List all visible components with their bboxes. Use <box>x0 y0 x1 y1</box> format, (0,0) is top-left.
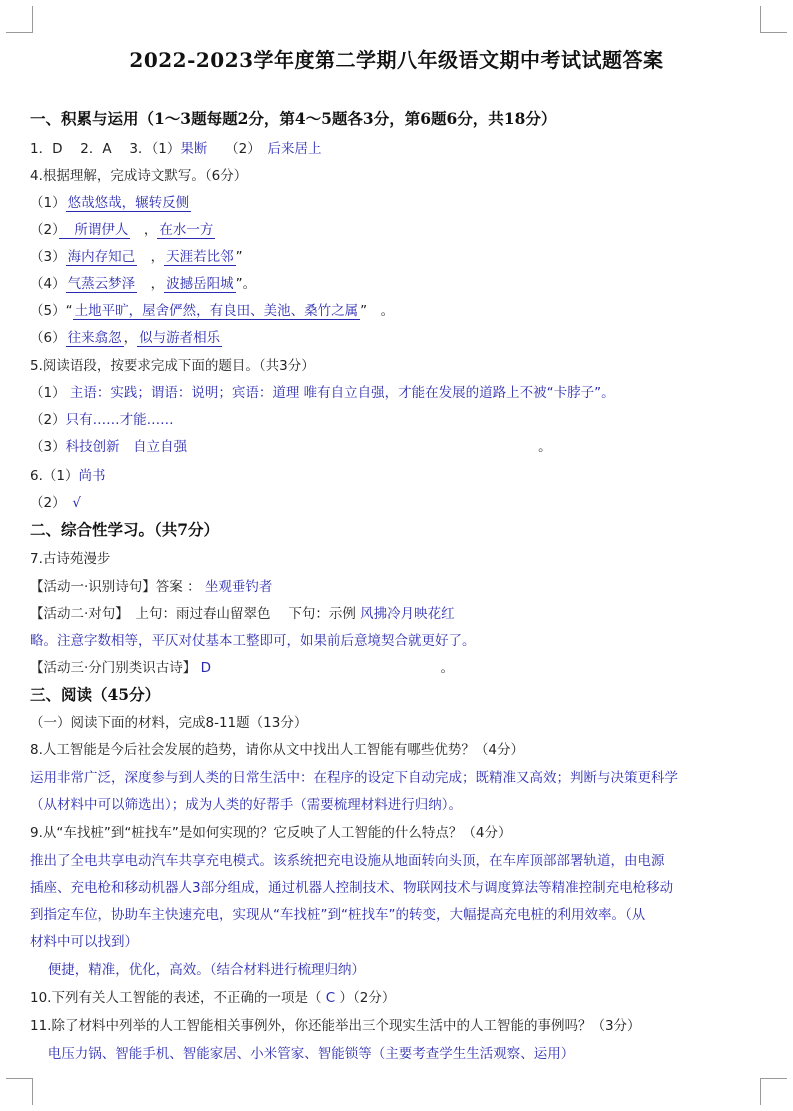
answer-text: 天涯若比邻 <box>166 249 234 265</box>
crop-mark-top-left <box>6 6 33 33</box>
question-text: （5）“ <box>30 303 73 319</box>
answer-line <box>30 906 771 924</box>
question-text: 9.从“车找桩”到“桩找车”是如何实现的？它反映了人工智能的什么特点？（4分） <box>30 825 512 841</box>
answer-text: 气蒸云梦泽 <box>67 276 136 292</box>
question-text: 6.（1） <box>30 468 79 484</box>
question-text: ”。 <box>235 276 257 292</box>
answer-text: 果断 <box>180 141 208 157</box>
crop-mark-bottom-right <box>760 1078 787 1105</box>
question-text: 4.根据理解，完成诗文默写。（6分） <box>30 168 248 184</box>
answer-line <box>30 605 771 623</box>
crop-mark-top-right <box>760 6 787 33</box>
answer-line <box>30 632 771 650</box>
answer-text: 只有……才能…… <box>65 412 174 428</box>
answer-text: 便捷，精准，优化，高效。（结合材料进行梳理归纳） <box>30 962 366 978</box>
question-text: 5.阅读语段，按要求完成下面的题目。（共3分） <box>30 358 315 374</box>
question-text: 三、阅读（45分） <box>30 685 161 704</box>
question-text: （2） <box>30 412 66 428</box>
question-text: ， <box>130 222 158 238</box>
answer-line <box>30 824 771 842</box>
answer-line <box>30 302 771 320</box>
answer-text: 海内存知己 <box>67 249 136 265</box>
answer-text: 波撼岳阳城 <box>166 276 234 292</box>
answer-text: 往来翕忽 <box>67 330 122 346</box>
question-text: ， <box>137 276 165 292</box>
answer-line <box>30 989 771 1007</box>
question-text: （2） <box>30 495 73 511</box>
answer-line <box>30 248 771 266</box>
answer-line <box>30 467 771 485</box>
section-heading <box>30 110 771 128</box>
question-text: 8.人工智能是今后社会发展的趋势，请你从文中找出人工智能有哪些优势？（4分） <box>30 742 524 758</box>
question-text: （1） <box>30 195 66 211</box>
answer-line <box>30 140 771 158</box>
answer-line <box>30 1045 771 1063</box>
answer-line <box>30 275 771 293</box>
answer-text: 悠哉悠哉，辗转反侧 <box>67 195 190 211</box>
question-text: ， <box>123 330 138 346</box>
section-heading <box>30 686 771 704</box>
question-text: ， <box>137 249 165 265</box>
question-text: 【活动二·对句】 上句：雨过春山留翠色 下句：示例 <box>30 606 361 622</box>
answer-text: 所谓伊人 <box>60 222 129 238</box>
question-text: （2） <box>207 141 268 157</box>
answer-text: 略。注意字数相等，平仄对仗基本工整即可，如果前后意境契合就更好了。 <box>30 633 476 649</box>
answer-line <box>30 221 771 239</box>
question-text: （6） <box>30 330 66 346</box>
question-text: 二、综合性学习。（共7分） <box>30 520 220 539</box>
question-text: 。 <box>211 660 454 676</box>
answer-text: √ <box>72 495 81 511</box>
answer-line <box>30 578 771 596</box>
answer-line <box>30 933 771 951</box>
answer-line <box>30 357 771 375</box>
question-text: 11.除了材料中列举的人工智能相关事例外，你还能举出三个现实生活中的人工智能的事例吗？（3分） <box>30 1018 641 1034</box>
answer-line <box>30 384 771 402</box>
answer-text: D <box>200 660 211 676</box>
answer-text: 材料中可以找到） <box>30 934 138 950</box>
answer-text: 主语：实践；谓语：说明；宾语：道理 唯有自立自强，才能在发展的道路上不被“卡脖子”。 <box>69 385 615 401</box>
answer-text: 在水一方 <box>159 222 214 238</box>
answer-text: C <box>325 990 336 1006</box>
document-title: 2022-2023学年度第二学期八年级语文期中考试试题答案 <box>129 48 664 72</box>
answer-text: 科技创新 自立自强 <box>65 439 188 455</box>
answer-line <box>30 1017 771 1035</box>
section-heading <box>30 521 771 539</box>
answer-line <box>30 879 771 897</box>
question-text: 1．D 2．A 3．（1） <box>30 141 181 157</box>
question-text: ” <box>235 249 243 265</box>
answer-text: 坐观垂钓者 <box>204 579 273 595</box>
answer-text: 风拂冷月映花红 <box>360 606 455 622</box>
answer-line <box>30 769 771 787</box>
answer-text: 似与游者相乐 <box>139 330 221 346</box>
answer-text: 电压力锅、智能手机、智能家居、小米管家、智能锁等（主要考查学生生活观察、运用） <box>30 1046 575 1062</box>
question-text: 【活动一·识别诗句】答案 ： <box>30 579 205 595</box>
question-text: 7.古诗苑漫步 <box>30 551 111 567</box>
question-text: （1） <box>30 385 70 401</box>
answer-line <box>30 194 771 212</box>
answer-line <box>30 796 771 814</box>
answer-text: 到指定车位，协助车主快速充电，实现从“车找桩”到“桩找车”的转变，大幅提高充电桩的利用效率。（从 <box>30 907 646 923</box>
answer-line <box>30 659 771 677</box>
question-text: 【活动三·分门别类识古诗】 <box>30 660 201 676</box>
answer-line <box>30 961 771 979</box>
answer-line <box>30 329 771 347</box>
question-text: 。 <box>187 439 552 455</box>
answer-text: 土地平旷，屋舍俨然，有良田、美池、桑竹之属 <box>74 303 359 319</box>
question-text: （4） <box>30 276 66 292</box>
crop-mark-bottom-left <box>6 1078 33 1105</box>
question-text: （3） <box>30 249 66 265</box>
answer-text: （从材料中可以筛选出）；成为人类的好帮手（需要梳理材料进行归纳）。 <box>30 797 462 813</box>
question-text: 一、积累与运用（1～3题每题2分，第4～5题各3分，第6题6分，共18分） <box>30 109 557 128</box>
answer-line <box>30 714 771 732</box>
answer-line <box>30 550 771 568</box>
answer-text: 推出了全电共享电动汽车共享充电模式。该系统把充电设施从地面转向头顶，在车库顶部部署轨道，由电源 <box>30 853 665 869</box>
answer-line <box>30 741 771 759</box>
answer-text: 尚书 <box>78 468 106 484</box>
question-text: ）（2分） <box>335 990 396 1006</box>
answer-text: 运用非常广泛，深度参与到人类的日常生活中：在程序的设定下自动完成；既精准又高效；判断与决策更科学 <box>30 770 678 786</box>
question-text: 10.下列有关人工智能的表述，不正确的一项是（ <box>30 990 326 1006</box>
question-text: （3） <box>30 439 66 455</box>
answer-line <box>30 411 771 429</box>
answer-line <box>30 438 771 456</box>
answer-line <box>30 167 771 185</box>
answer-line <box>30 852 771 870</box>
question-text: （2） <box>30 222 59 238</box>
answer-text: 后来居上 <box>267 141 322 157</box>
question-text: ” 。 <box>360 303 395 319</box>
question-text: （一）阅读下面的材料，完成8-11题（13分） <box>30 715 308 731</box>
answer-line <box>30 494 771 512</box>
answer-text: 插座、充电枪和移动机器人3部分组成，通过机器人控制技术、物联网技术与调度算法等精准控制充电枪移动 <box>30 880 674 896</box>
